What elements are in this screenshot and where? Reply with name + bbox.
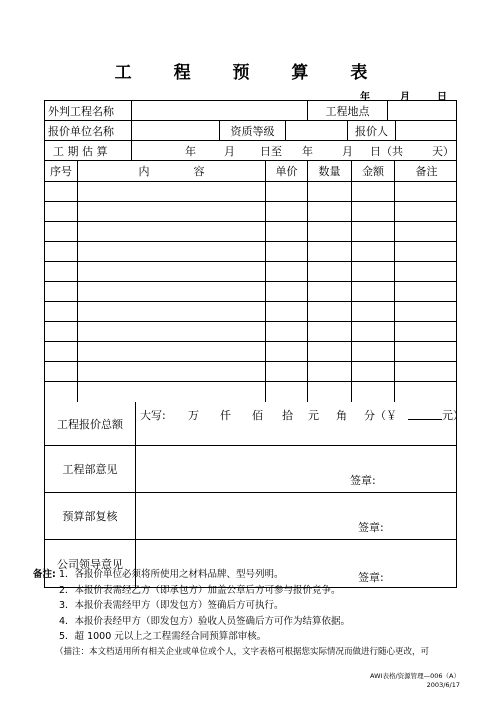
cell-content[interactable] — [77, 182, 265, 201]
cell-amount[interactable] — [351, 262, 394, 281]
col-header-quantity: 数量 — [307, 161, 351, 181]
cell-remark[interactable] — [394, 302, 458, 321]
cell-amount[interactable] — [351, 382, 394, 402]
cell-remark[interactable] — [394, 202, 458, 221]
duration-start-day-to: 日至 — [260, 144, 282, 158]
cell-remark[interactable] — [394, 222, 458, 241]
cell-remark[interactable] — [394, 282, 458, 301]
cell-content[interactable] — [77, 262, 265, 281]
page-title: 工 程 预 算 表 — [114, 63, 386, 83]
cell-quantity[interactable] — [307, 322, 351, 341]
note-item-3: 3．本报价表需经甲方（即发包方）签确后方可执行。 — [59, 600, 284, 611]
cell-seq[interactable] — [45, 362, 77, 381]
engineering-opinion-field[interactable] — [135, 446, 458, 492]
budget-review-field[interactable] — [135, 493, 458, 539]
quoter-field[interactable] — [395, 121, 458, 140]
cell-unit-price[interactable] — [265, 362, 307, 381]
cell-content[interactable] — [77, 342, 265, 361]
cell-quantity[interactable] — [307, 302, 351, 321]
cell-amount[interactable] — [351, 282, 394, 301]
cell-unit-price[interactable] — [265, 322, 307, 341]
total-label: 工程报价总额 — [57, 417, 123, 431]
note-item-6: （描注：本文档适用所有相关企业或单位或个人，文字表格可根据您实际情况而做进行随心更改，可 — [55, 646, 430, 657]
total-row — [45, 402, 464, 446]
leader-opinion-label: 公司领导意见 — [57, 557, 123, 571]
cell-seq[interactable] — [45, 382, 77, 402]
note-item-1 — [33, 567, 473, 583]
cell-quantity[interactable] — [307, 282, 351, 301]
col-header-unit-price: 单价 — [265, 161, 307, 181]
footer-date: 2003/6/17 — [426, 681, 460, 689]
cell-seq[interactable] — [45, 262, 77, 281]
cell-seq[interactable] — [45, 322, 77, 341]
cell-amount[interactable] — [351, 322, 394, 341]
quoter-label: 报价人 — [347, 121, 395, 140]
cell-unit-price[interactable] — [265, 342, 307, 361]
date-year-label: 年 — [360, 92, 370, 103]
table-row — [45, 322, 456, 342]
cell-remark[interactable] — [394, 362, 458, 381]
cell-remark[interactable] — [394, 322, 458, 341]
cell-content[interactable] — [77, 302, 265, 321]
cell-quantity[interactable] — [307, 202, 351, 221]
cell-remark[interactable] — [394, 382, 458, 402]
cell-unit-price[interactable] — [265, 282, 307, 301]
total-daxie-label: 大写: — [140, 409, 166, 422]
cell-quantity[interactable] — [307, 222, 351, 241]
budget-review-row — [45, 493, 456, 540]
project-site-field[interactable] — [387, 101, 458, 120]
table-row — [45, 222, 456, 242]
table-row — [45, 242, 456, 262]
date-day-label: 日 — [437, 92, 447, 103]
table-row — [45, 382, 456, 402]
note-item-2: 2．本报价表需经乙方（即承包方）加盖公章后方可参与报价竞争。 — [59, 584, 341, 596]
project-site-label: 工程地点 — [307, 101, 387, 120]
date-month-label: 月 — [400, 92, 410, 103]
cell-seq[interactable] — [45, 222, 77, 241]
cell-quantity[interactable] — [307, 362, 351, 381]
cell-seq[interactable] — [45, 202, 77, 221]
cell-quantity[interactable] — [307, 262, 351, 281]
engineering-sign-label: 签章: — [350, 474, 376, 487]
duration-end-month: 月 — [342, 144, 353, 158]
cell-content[interactable] — [77, 362, 265, 381]
cell-amount[interactable] — [351, 182, 394, 201]
cell-quantity[interactable] — [307, 242, 351, 261]
cell-amount[interactable] — [351, 302, 394, 321]
duration-start-month: 月 — [224, 144, 235, 158]
cell-remark[interactable] — [394, 262, 458, 281]
total-unit-yuan-close: 元） — [442, 409, 464, 422]
project-name-row — [45, 101, 456, 121]
cell-unit-price[interactable] — [265, 182, 307, 201]
table-row — [45, 302, 456, 322]
col-header-amount: 金额 — [351, 161, 394, 181]
cell-content[interactable] — [77, 222, 265, 241]
cell-quantity[interactable] — [307, 382, 351, 402]
total-unit-bai: 佰 — [252, 409, 263, 422]
cell-unit-price[interactable] — [265, 262, 307, 281]
cell-amount[interactable] — [351, 362, 394, 381]
cell-content[interactable] — [77, 282, 265, 301]
total-amount-field[interactable] — [135, 402, 464, 445]
engineering-opinion-label: 工程部意见 — [62, 463, 118, 476]
cell-content[interactable] — [77, 242, 265, 261]
col-header-seq: 序号 — [50, 165, 72, 178]
note-item-5: 5．超 1000 元以上之工程需经合同预算部审核。 — [59, 631, 267, 642]
table-row — [45, 342, 456, 362]
cell-amount[interactable] — [351, 202, 394, 221]
duration-days: 天） — [432, 144, 454, 158]
duration-end-day-total: 日（共 — [370, 144, 403, 158]
cell-remark[interactable] — [394, 182, 458, 201]
items-table-header — [45, 161, 456, 182]
project-name-label: 外判工程名称 — [48, 104, 114, 118]
duration-row — [45, 141, 456, 161]
cell-quantity[interactable] — [307, 182, 351, 201]
duration-start-year: 年 — [185, 144, 196, 158]
notes-section — [33, 567, 473, 660]
cell-seq[interactable] — [45, 302, 77, 321]
note-text-1: 1．各报价单位必须将所使用之材料品牌、型号列明。 — [59, 569, 284, 580]
footer-form-code: AWI表格/资源管理—006（A） — [370, 672, 460, 680]
total-unit-wan: 万 — [188, 409, 199, 422]
table-row — [45, 362, 456, 382]
total-yen-blank[interactable] — [408, 419, 442, 420]
budget-sign-label: 签章: — [358, 521, 384, 534]
cell-amount[interactable] — [351, 222, 394, 241]
cell-seq[interactable] — [45, 242, 77, 261]
table-row — [45, 202, 456, 222]
total-unit-jiao: 角 — [336, 409, 347, 422]
quoting-unit-label: 报价单位名称 — [48, 124, 114, 138]
qualification-field[interactable] — [285, 121, 347, 140]
cell-content[interactable] — [77, 202, 265, 221]
cell-remark[interactable] — [394, 342, 458, 361]
note-item-4: 4．本报价表经甲方（即发包方）验收人员签确后方可作为结算依据。 — [59, 615, 351, 627]
cell-content[interactable] — [77, 382, 265, 402]
cell-amount[interactable] — [351, 342, 394, 361]
leader-sign-label: 签章: — [358, 571, 384, 584]
duration-end-year: 年 — [302, 144, 313, 158]
quoting-unit-row — [45, 121, 456, 141]
table-row — [45, 262, 456, 282]
cell-unit-price[interactable] — [265, 222, 307, 241]
notes-head: 备注: — [33, 569, 56, 580]
items-table-body — [45, 182, 456, 402]
cell-unit-price[interactable] — [265, 382, 307, 402]
table-row — [45, 182, 456, 202]
cell-unit-price[interactable] — [265, 302, 307, 321]
quoting-unit-field[interactable] — [131, 121, 219, 140]
cell-seq[interactable] — [45, 182, 77, 201]
duration-label: 工 期 估 算 — [53, 144, 108, 158]
table-row — [45, 282, 456, 302]
qualification-label: 资质等级 — [219, 121, 285, 140]
col-header-remark: 备注 — [394, 161, 458, 181]
total-unit-shi: 拾 — [282, 409, 293, 422]
cell-unit-price[interactable] — [265, 242, 307, 261]
total-unit-qian: 仟 — [220, 409, 231, 422]
cell-seq[interactable] — [45, 342, 77, 361]
project-name-field[interactable] — [131, 101, 307, 120]
budget-review-label: 预算部复核 — [62, 510, 118, 523]
total-unit-fen-yen: 分（￥ — [364, 409, 397, 422]
cell-seq[interactable] — [45, 282, 77, 301]
duration-field[interactable] — [131, 141, 458, 160]
budget-form — [44, 100, 464, 588]
col-header-content: 内 容 — [77, 161, 265, 181]
engineering-opinion-row — [45, 446, 456, 493]
total-unit-yuan: 元 — [308, 409, 319, 422]
cell-quantity[interactable] — [307, 342, 351, 361]
cell-content[interactable] — [77, 322, 265, 341]
cell-remark[interactable] — [394, 242, 458, 261]
cell-unit-price[interactable] — [265, 202, 307, 221]
cell-amount[interactable] — [351, 242, 394, 261]
